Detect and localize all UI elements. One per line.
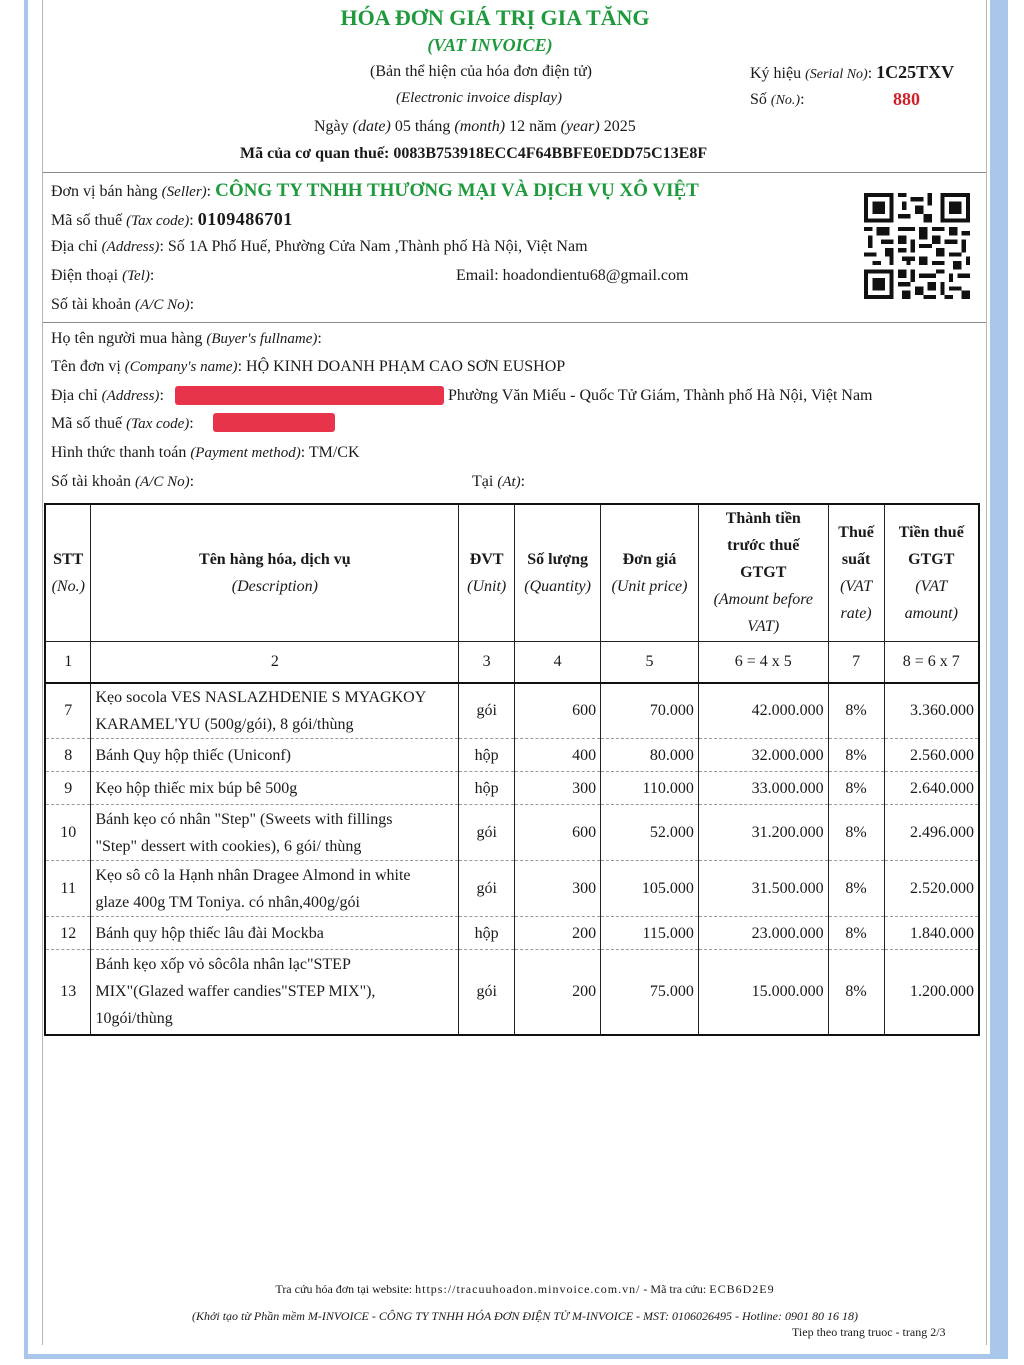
content-border-left [42, 0, 43, 1345]
invoice-date: Ngày (date) 05 tháng (month) 12 năm (year) 2025 [314, 118, 636, 135]
date-month: 12 [509, 118, 526, 135]
column-number-row: 1 2 3 4 5 6 = 4 x 5 7 8 = 6 x 7 [45, 641, 979, 683]
table-row: 9 Kẹo hộp thiếc mix búp bê 500g hộp 300 110.000 33.000.000 8% 2.640.000 [45, 772, 979, 805]
seller-name-row: Đơn vị bán hàng (Seller): CÔNG TY TNHH THƯƠNG MẠI VÀ DỊCH VỤ XÔ VIỆT [51, 180, 699, 201]
redaction-bar [213, 413, 335, 432]
redaction-bar [175, 386, 444, 405]
page-frame-bottom [24, 1354, 1008, 1359]
serial-value: 1C25TXV [876, 62, 955, 82]
seller-account-row: Số tài khoản (A/C No): [51, 296, 195, 313]
divider-header [43, 172, 986, 173]
table-row: 7 Kẹo socola VES NASLAZHDENIE S MYAGKOY KARAMEL'YU (500g/gói), 8 gói/thùng gói 600 70.000 42.000.000 8% 3.360.000 [45, 683, 979, 739]
content-border-right [986, 0, 987, 1345]
lookup-url[interactable]: https://tracuuhoadon.minvoice.com.vn/ [415, 1282, 641, 1296]
buyer-at-row: Tại (At): [472, 473, 526, 490]
number-field: Số (No.): [750, 91, 805, 108]
date-day: 05 [394, 118, 411, 135]
seller-address: Số 1A Phố Huế, Phường Cửa Nam ,Thành phố Hà Nội, Việt Nam [167, 238, 588, 255]
qr-code-icon [864, 193, 970, 299]
table-row: 11 Kẹo sô cô la Hạnh nhân Dragee Almond in white glaze 400g TM Toniya. có nhân,400g/gói gói 300 105.000 31.500.000 8% 2.520.000 [45, 861, 979, 917]
col-header-description: Tên hàng hóa, dịch vụ (Description) [91, 504, 459, 641]
display-note-en: (Electronic invoice display) [396, 90, 563, 106]
buyer-account-row: Số tài khoản (A/C No): [51, 473, 195, 490]
table-row: 12 Bánh quy hộp thiếc lâu đài Mockba hộp 200 115.000 23.000.000 8% 1.840.000 [45, 917, 979, 950]
software-note: (Khởi tạo từ Phần mềm M-INVOICE - CÔNG TY TNHH HÓA ĐƠN ĐIỆN TỬ M-INVOICE - MST: 0106026495 - Hotline: 0901 80 16 18) [191, 1309, 859, 1323]
col-header-vat-amount: Tiền thuế GTGT (VAT amount) [884, 504, 979, 641]
buyer-address: Phường Văn Miếu - Quốc Tử Giám, Thành phố Hà Nội, Việt Nam [448, 387, 873, 404]
table-row: 10 Bánh kẹo có nhân "Step" (Sweets with fillings "Step" dessert with cookies), 6 gói/ thùng gói 600 52.000 31.200.000 8% 2.496.000 [45, 805, 979, 861]
page-frame-left [24, 0, 28, 1358]
seller-tax-code: 0109486701 [197, 209, 293, 229]
buyer-address-row: Địa chỉ (Address): [51, 387, 164, 404]
col-header-quantity: Số lượng (Quantity) [515, 504, 601, 641]
seller-tax-row: Mã số thuế (Tax code): 0109486701 [51, 209, 293, 229]
seller-address-row: Địa chỉ (Address): Số 1A Phố Huế, Phường Cửa Nam ,Thành phố Hà Nội, Việt Nam [51, 238, 588, 255]
buyer-payment-row: Hình thức thanh toán (Payment method): TM/CK [51, 444, 360, 461]
page-indicator: Tiep theo trang truoc - trang 2/3 [792, 1325, 946, 1339]
payment-method: TM/CK [308, 444, 360, 461]
col-header-no: STT (No.) [45, 504, 91, 641]
col-header-vat-rate: Thuế suất (VAT rate) [828, 504, 884, 641]
display-note: (Bản thể hiện của hóa đơn điện tử) [370, 63, 592, 80]
seller-name: CÔNG TY TNHH THƯƠNG MẠI VÀ DỊCH VỤ XÔ VIỆT [215, 180, 699, 201]
buyer-fullname-row: Họ tên người mua hàng (Buyer's fullname): [51, 330, 322, 347]
seller-email: hoadondientu68@gmail.com [502, 267, 689, 284]
invoice-number: 880 [893, 89, 920, 109]
buyer-tax-row: Mã số thuế (Tax code): [51, 415, 194, 432]
date-year: 2025 [603, 118, 636, 135]
page-frame-right [990, 0, 1008, 1358]
buyer-company-row: Tên đơn vị (Company's name): HỘ KINH DOANH PHẠM CAO SƠN EUSHOP [51, 358, 566, 375]
table-row: 8 Bánh Quy hộp thiếc (Uniconf) hộp 400 80.000 32.000.000 8% 2.560.000 [45, 739, 979, 772]
col-header-unit: ĐVT (Unit) [459, 504, 515, 641]
divider-seller [43, 322, 986, 323]
invoice-title: HÓA ĐƠN GIÁ TRỊ GIA TĂNG [340, 5, 650, 30]
serial-field: Ký hiệu (Serial No): 1C25TXV [750, 62, 955, 82]
col-header-amount: Thành tiền trước thuế GTGT (Amount before VAT) [698, 504, 828, 641]
seller-tel-row: Điện thoại (Tel): [51, 267, 155, 284]
tax-authority-code: Mã của cơ quan thuế: 0083B753918ECC4F64BBFE0EDD75C13E8F [240, 145, 708, 162]
lookup-code: ECB6D2E9 [709, 1282, 775, 1296]
invoice-title-en: (VAT INVOICE) [427, 35, 553, 55]
table-row: 13 Bánh kẹo xốp vỏ sôcôla nhân lạc"STEP MIX"(Glazed waffer candies"STEP MIX"), 10gói/thùng gói 200 75.000 15.000.000 8% 1.200.000 [45, 950, 979, 1035]
lookup-line: Tra cứu hóa đơn tại website: https://tracuuhoadon.minvoice.com.vn/ - Mã tra cứu: ECB6D2E9 [275, 1282, 775, 1296]
buyer-company: HỘ KINH DOANH PHẠM CAO SƠN EUSHOP [246, 358, 566, 375]
seller-email-row: Email: hoadondientu68@gmail.com [456, 267, 689, 284]
col-header-unit-price: Đơn giá (Unit price) [601, 504, 699, 641]
items-table [44, 503, 980, 1036]
